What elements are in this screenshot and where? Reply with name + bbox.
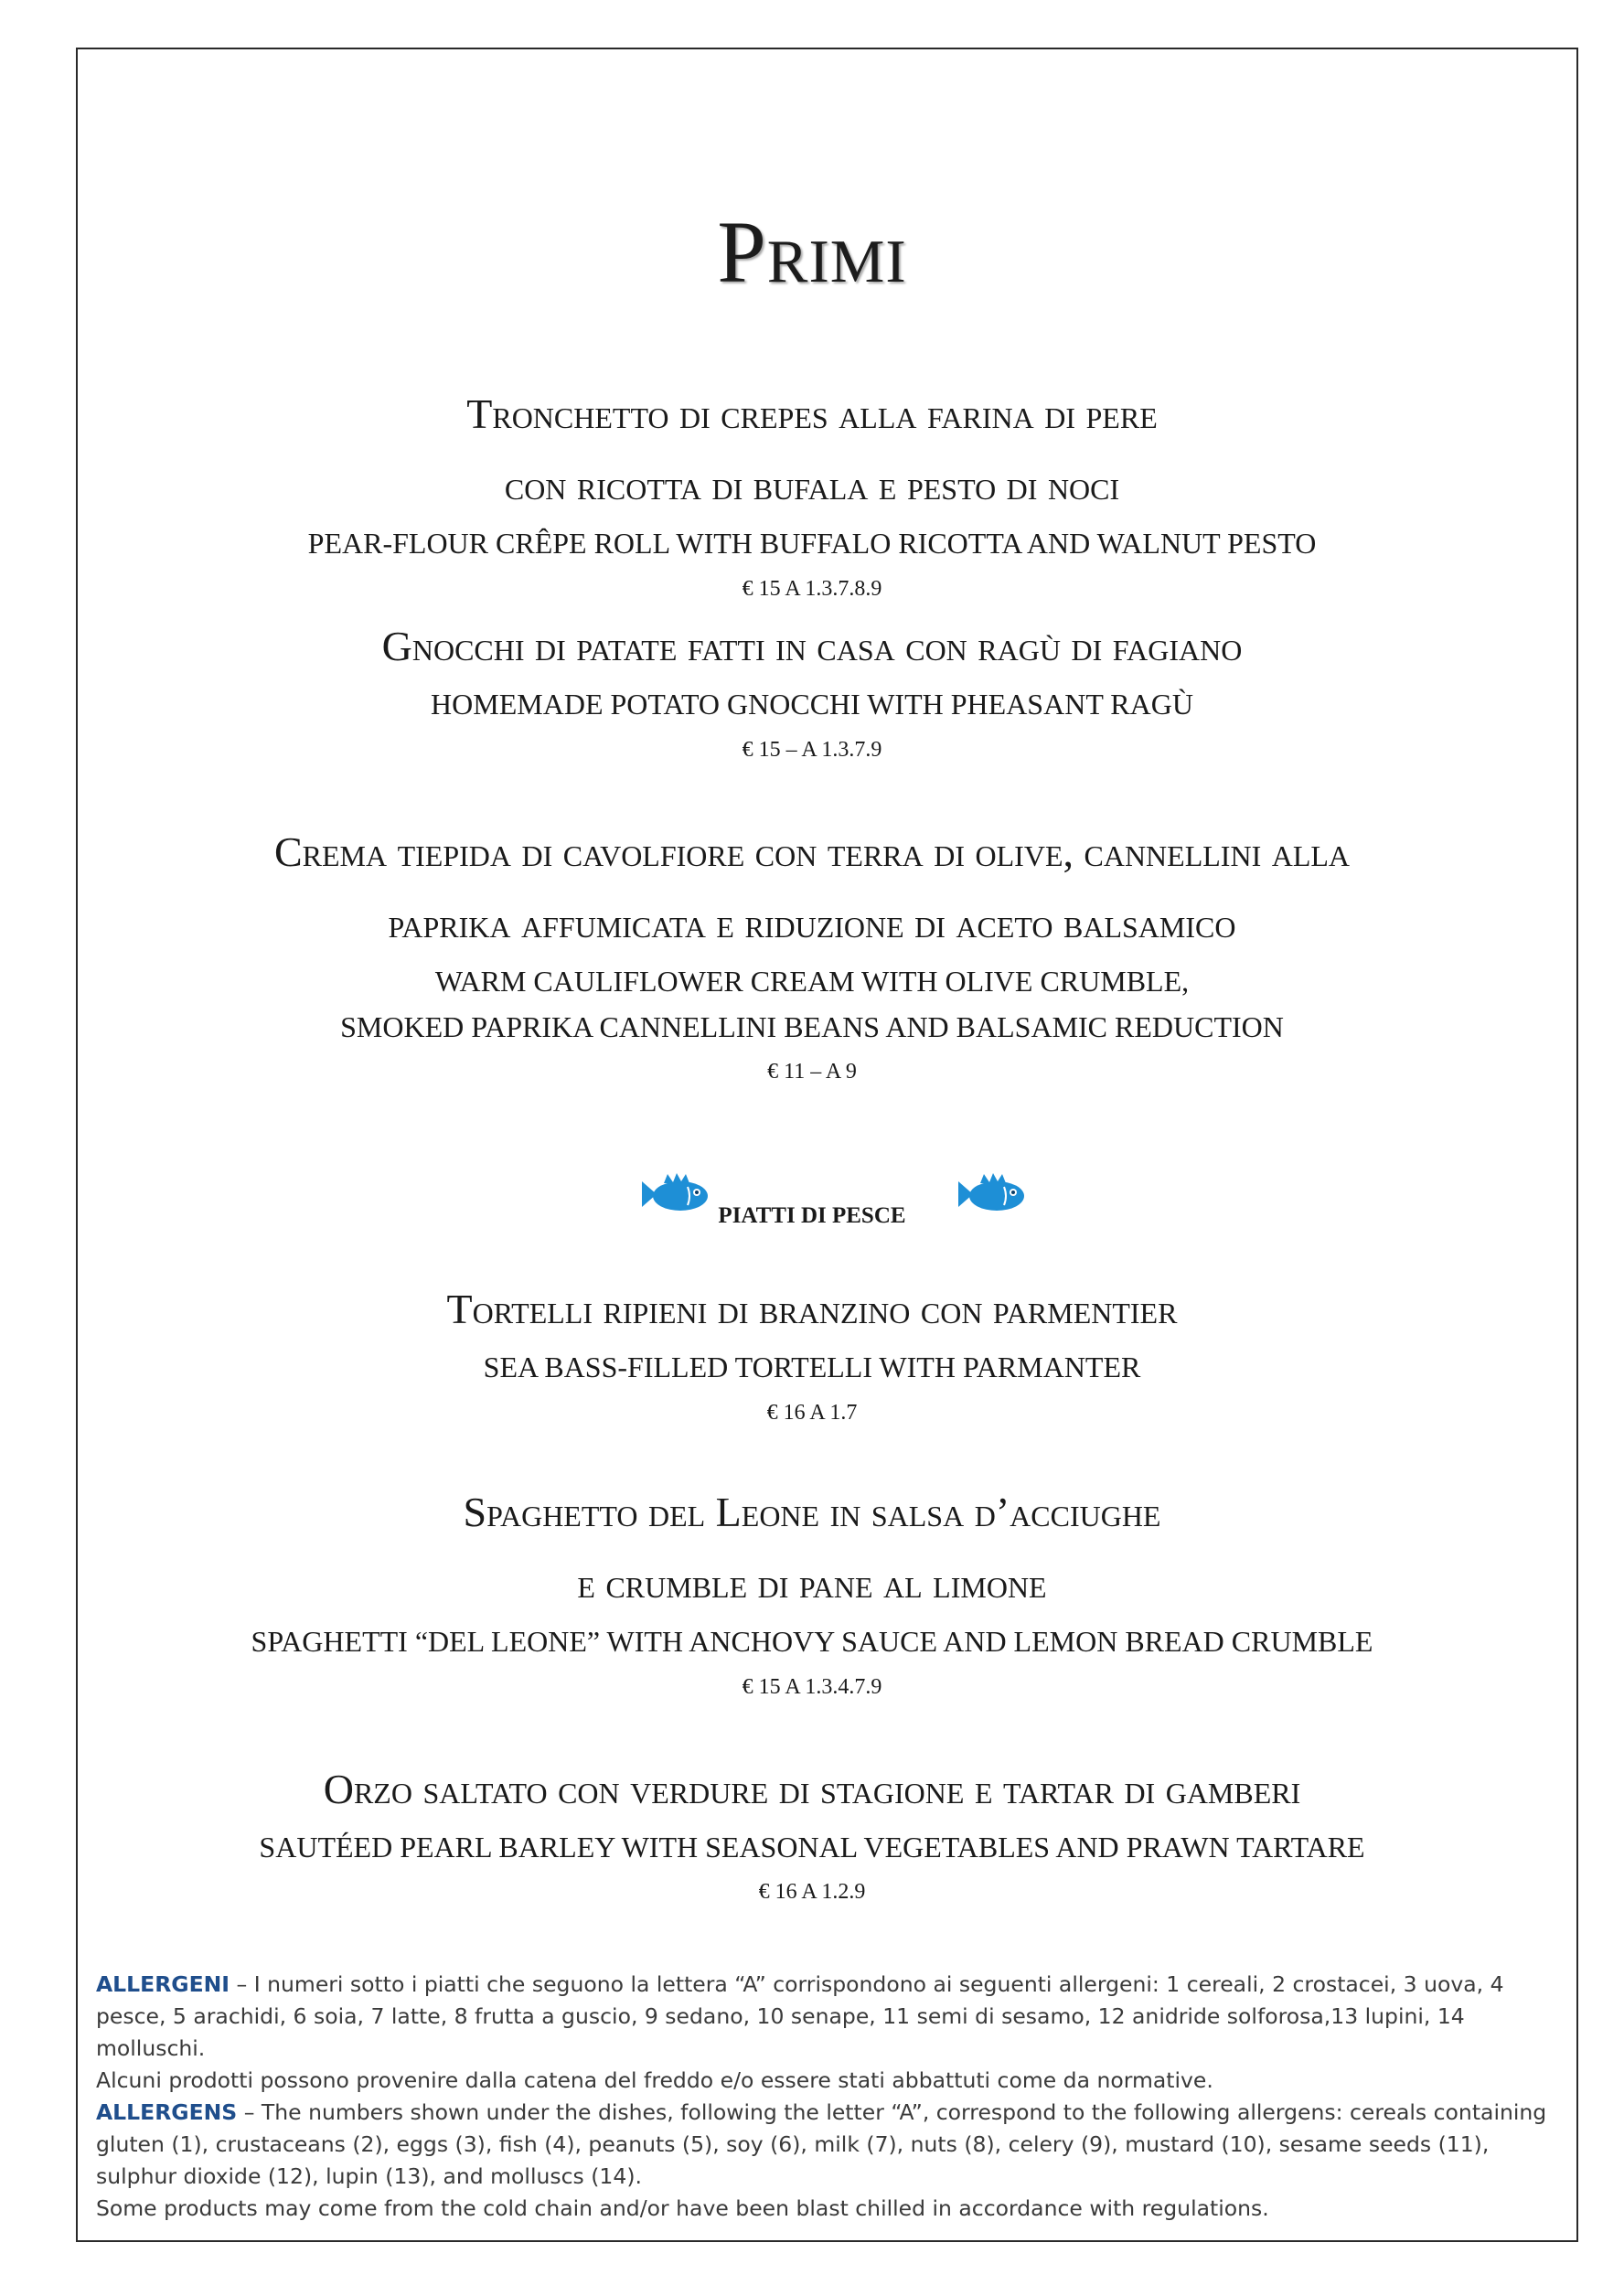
dish-3-italian-line-1: Crema tiepida di cavolfiore con terra di olive, cannellini alla [273, 828, 1351, 875]
allergens-english-text: – The numbers shown under the dishes, following the letter “A”, correspond to the following allergens: cereals containing gluten (1), crustaceans (2), eggs (3), fish (4), peanuts (5), soy (6), milk (7), nuts (8), celery (9), mustard (10), sesame seeds (11), sulphur dioxide (12), lupin (13), and molluscs (14). [96, 2099, 1547, 2189]
dish-1-price: € 15 A 1.3.7.8.9 [742, 577, 882, 601]
dish-2-english: HOMEMADE POTATO GNOCCHI WITH PHEASANT RAGÙ [431, 688, 1193, 721]
allergens-italian-text: – I numeri sotto i piatti che seguono la lettera “A” corrispondono ai seguenti allergeni: 1 cereali, 2 crostacei, 3 uova, 4 pesce, 5 arachidi, 6 soia, 7 latte, 8 frutta a guscio, 9 sedano, 10 senape, 11 semi di sesamo, 12 anidride solforosa,13 lupini, 14 molluschi. [96, 1971, 1504, 2061]
allergens-english [96, 2097, 1559, 2193]
dish-3-english-line-2: SMOKED PAPRIKA CANNELLINI BEANS AND BALSAMIC REDUCTION [340, 1010, 1284, 1043]
allergens-italian [96, 1969, 1559, 2065]
allergens-italian-label: ALLERGENI [96, 1971, 230, 1997]
allergens-italian-note: Alcuni prodotti possono provenire dalla catena del freddo e/o essere stati abbattuti come da normative. [96, 2067, 1213, 2093]
fish-dish-2-italian-line-1: Spaghetto del Leone in salsa d’acciughe [463, 1489, 1161, 1535]
dish-1-italian-line-2: con ricotta di bufala e pesto di noci [504, 462, 1120, 508]
page-title: Primi [717, 203, 907, 301]
menu-frame [76, 48, 1578, 2242]
dish-3-price: € 11 – A 9 [767, 1060, 857, 1084]
dish-2-price: € 15 – A 1.3.7.9 [742, 738, 882, 762]
fish-dish-3-english: SAUTÉED PEARL BARLEY WITH SEASONAL VEGETABLES AND PRAWN TARTARE [259, 1831, 1365, 1863]
fish-dish-1-price: € 16 A 1.7 [766, 1401, 858, 1425]
dish-2-italian: Gnocchi di patate fatti in casa con ragù di fagiano [381, 623, 1243, 669]
fish-dish-2-price: € 15 A 1.3.4.7.9 [742, 1675, 882, 1699]
allergens-english-label: ALLERGENS [96, 2099, 238, 2125]
dish-3-english-line-1: WARM CAULIFLOWER CREAM WITH OLIVE CRUMBLE, [434, 965, 1190, 998]
dish-1-italian-line-1: Tronchetto di crepes alla farina di pere [466, 390, 1158, 437]
fish-dish-1-italian: Tortelli ripieni di branzino con parmentier [446, 1286, 1178, 1332]
fish-dish-3-price: € 16 A 1.2.9 [758, 1880, 866, 1904]
fish-dish-3-italian: Orzo saltato con verdure di stagione e tartar di gamberi [323, 1766, 1301, 1812]
allergens-english-note: Some products may come from the cold chain and/or have been blast chilled in accordance with regulations. [96, 2195, 1269, 2221]
fish-dish-2-italian-line-2: e crumble di pane al limone [577, 1560, 1047, 1607]
allergens-notice [96, 1969, 1559, 2225]
fish-section-label: PIATTI DI PESCE [718, 1203, 906, 1228]
fish-dish-2-english: SPAGHETTI “DEL LEONE” WITH ANCHOVY SAUCE AND LEMON BREAD CRUMBLE [251, 1625, 1373, 1658]
fish-dish-1-english: SEA BASS-FILLED TORTELLI WITH PARMANTER [483, 1351, 1141, 1383]
dish-3-italian-line-2: paprika affumicata e riduzione di aceto balsamico [388, 900, 1236, 946]
dish-1-english: PEAR-FLOUR CRÊPE ROLL WITH BUFFALO RICOTTA AND WALNUT PESTO [307, 527, 1317, 560]
